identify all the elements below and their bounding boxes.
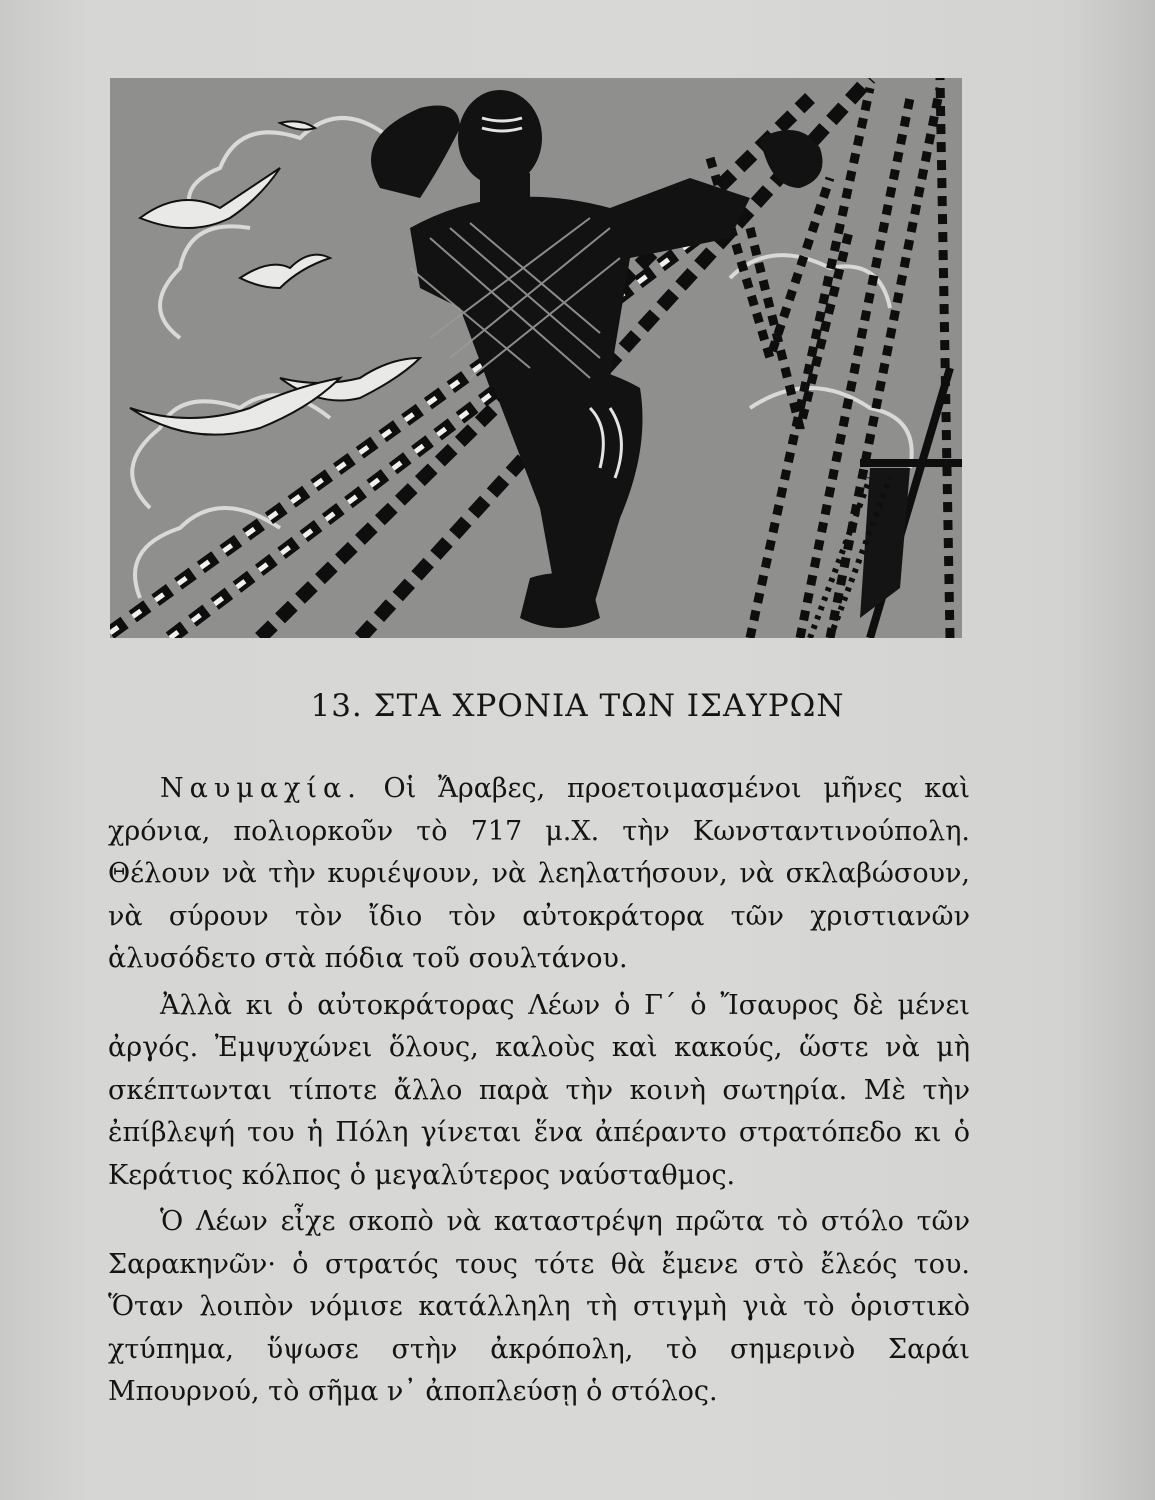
woodcut-illustration-icon (110, 78, 962, 638)
paragraph-2: Ἀλλὰ κι ὁ αὐτοκράτορας Λέων ὁ Γ΄ ὁ Ἴσαυρος δὲ μένει ἀργός. Ἐμψυχώνει ὅλους, καλοὺς καὶ κακούς, ὥστε νὰ μὴ σκέπτωνται τίποτε ἄλλο παρὰ τὴν κοινὴ σωτηρία. Μὲ τὴν ἐπίβλεψή του ἡ Πόλη γίνεται ἕνα ἀπέραντο στρατόπεδο κι ὁ Κεράτιος κόλπος ὁ μεγαλύτερος ναύσταθμος. (108, 989, 970, 1191)
paragraph-3: Ὁ Λέων εἶχε σκοπὸ νὰ καταστρέψη πρῶτα τὸ στόλο τῶν Σαρακηνῶν· ὁ στρατός τους τότε θὰ ἔμενε στὸ ἔλεός του. Ὅταν λοιπὸν νόμισε κατάλληλη τὴ στιγμὴ γιὰ τὸ ὁριστικὸ χτύπημα, ὕψωσε στὴν ἀκρόπολη, τὸ σημερινὸ Σαράι Μπουρνού, τὸ σῆμα ν᾿ ἀποπλεύσῃ ὁ στόλος. (108, 1206, 970, 1407)
chapter-title: ΣΤΑ ΧΡΟΝΙΑ ΤΩΝ ΙΣΑΥΡΩΝ (373, 688, 845, 724)
chapter-heading (0, 688, 1155, 724)
sailor-on-mast-illustration (110, 78, 962, 638)
chapter-number: 13. (310, 688, 363, 724)
paragraph-1 (108, 768, 970, 981)
paragraph-text: Οἱ Ἄραβες, προετοιμασμένοι μῆνες καὶ χρόνια, πολιορκοῦν τὸ 717 μ.Χ. τὴν Κωνσταντινούπολη. Θέλουν νὰ τὴν κυριέψουν, νὰ λεηλατήσουν, νὰ σκλαβώσουν, νὰ σύρουν τὸν ἴδιο τὸν αὐτοκράτορα τῶν χριστιανῶν ἁλυσόδετο στὰ πόδια τοῦ σουλτάνου. (108, 773, 970, 974)
paragraph-lead: Ναυμαχία. (160, 773, 362, 804)
chapter-body (108, 768, 970, 1418)
